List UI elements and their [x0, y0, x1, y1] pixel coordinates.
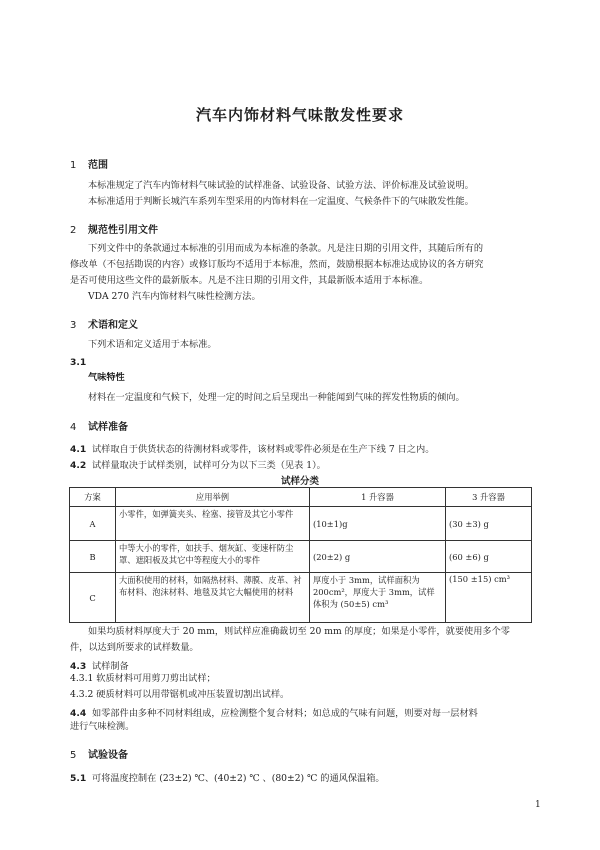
- table-cell: B: [70, 541, 116, 573]
- table-cell: (60 ±6) g: [446, 541, 532, 573]
- section-1-para-1: 本标准规定了汽车内饰材料气味试验的试样准备、试验设备、试验方法、评价标准及试验说明。: [88, 180, 474, 191]
- table-cell: (150 ±15) cm³: [446, 573, 532, 623]
- document-title: 汽车内饰材料气味散发性要求: [195, 106, 404, 124]
- clause-number: 5.1: [70, 773, 87, 784]
- section-2-line-1: 下列文件中的条款通过本标准的引用而成为本标准的条款。凡是注日期的引用文件，其随后所有的: [88, 243, 484, 254]
- section-2-line-3: 是否可使用这些文件的最新版本。凡是不注日期的引用文件，其最新版本适用于本标准。: [70, 275, 429, 286]
- sample-classification-table: [69, 487, 532, 623]
- term-definition: 材料在一定温度和气候下，处理一定的时间之后呈现出一种能闻到气味的挥发性物质的倾向。: [88, 392, 465, 403]
- section-title: 试验设备: [88, 750, 128, 761]
- clause-text: 试样取自于供货状态的待测材料或零件，该材料或零件必须是在生产下线 7 日之内。: [92, 444, 435, 455]
- section-3-heading: [70, 316, 138, 331]
- clause-4-2: [70, 457, 326, 471]
- clause-4-1: [70, 441, 434, 455]
- clause-4-3-1: 4.3.1 软质材料可用剪刀剪出试样；: [70, 673, 216, 684]
- table-row: [70, 573, 532, 623]
- subsection-3-1-title: 气味特性: [88, 372, 125, 383]
- clause-4-4: [70, 705, 478, 719]
- column-header: 方案: [70, 488, 116, 507]
- table-note-line-2: 件，以达到所要求的试样数量。: [70, 642, 199, 653]
- section-2-line-2: 修改单（不包括勘误的内容）或修订版均不适用于本标准，然而，鼓励根据本标准达成协议的各方研究: [70, 259, 484, 270]
- section-number: 2: [70, 225, 77, 236]
- table-cell: 中等大小的零件，如扶手、烟灰缸、变速杆防尘罩、遮阳板及其它中等程度大小的零件: [116, 541, 310, 573]
- section-2-line-4: VDA 270 汽车内饰材料气味性检测方法。: [88, 291, 261, 302]
- table-row: [70, 507, 532, 541]
- section-title: 术语和定义: [88, 320, 138, 331]
- table-cell: 厚度小于 3mm，试样面积为 200cm²，厚度大于 3mm，试样体积为 (50±5) cm³: [310, 573, 446, 623]
- table-row: [70, 541, 532, 573]
- clause-number: 4.4: [70, 708, 87, 719]
- table-header-row: [70, 488, 532, 507]
- column-header: 1 升容器: [310, 488, 446, 507]
- table-cell: (10±1)g: [310, 507, 446, 541]
- section-number: 5: [70, 750, 77, 761]
- section-title: 试样准备: [88, 422, 128, 433]
- clause-text: 试样制备: [92, 661, 129, 672]
- table-cell: A: [70, 507, 116, 541]
- section-5-heading: [70, 746, 128, 761]
- table-note-line-1: 如果均质材料厚度大于 20 mm，则试样应准确裁切至 20 mm 的厚度；如果是小零件，就要使用多个零: [88, 626, 510, 637]
- section-number: 3: [70, 320, 77, 331]
- page-number: 1: [535, 800, 541, 810]
- clause-text: 试样量取决于试样类别，试样可分为以下三类（见表 1）。: [92, 460, 326, 471]
- clause-4-3: [70, 658, 129, 672]
- section-1-heading: [70, 156, 108, 171]
- section-1-para-2: 本标准适用于判断长城汽车系列车型采用的内饰材料在一定温度、气候条件下的气味散发性能。: [88, 196, 474, 207]
- clause-text: 可将温度控制在 (23±2) ℃、(40±2) ℃ 、(80±2) ℃ 的通风保温箱。: [92, 773, 385, 784]
- section-3-para-1: 下列术语和定义适用于本标准。: [88, 339, 217, 350]
- column-header: 应用举例: [116, 488, 310, 507]
- clause-4-3-2: 4.3.2 硬质材料可以用带锯机或冲压装置切割出试样。: [70, 689, 290, 700]
- table-cell: 大面积使用的材料，如隔热材料、薄膜、皮革、衬布材料、泡沫材料、地毯及其它大幅使用的材料: [116, 573, 310, 623]
- section-number: 4: [70, 422, 77, 433]
- clause-number: 4.3: [70, 661, 87, 672]
- section-4-heading: [70, 418, 128, 433]
- clause-4-4-continued: 进行气味检测。: [70, 721, 135, 732]
- table-cell: (30 ±3) g: [446, 507, 532, 541]
- column-header: 3 升容器: [446, 488, 532, 507]
- table-cell: (20±2) g: [310, 541, 446, 573]
- table-caption: 试样分类: [280, 476, 319, 487]
- clause-number: 4.1: [70, 444, 87, 455]
- section-title: 范围: [88, 160, 108, 171]
- clause-5-1: [70, 770, 385, 784]
- section-number: 1: [70, 160, 77, 171]
- table-cell: 小零件，如弹簧夹头、栓塞、接管及其它小零件: [116, 507, 310, 541]
- subsection-3-1-number: 3.1: [70, 357, 87, 368]
- table-cell: C: [70, 573, 116, 623]
- section-2-heading: [70, 221, 158, 236]
- section-title: 规范性引用文件: [88, 225, 158, 236]
- clause-text: 如零部件由多种不同材料组成，应检测整个复合材料；如总成的气味有问题，则要对每一层材料: [92, 708, 478, 719]
- clause-number: 4.2: [70, 460, 87, 471]
